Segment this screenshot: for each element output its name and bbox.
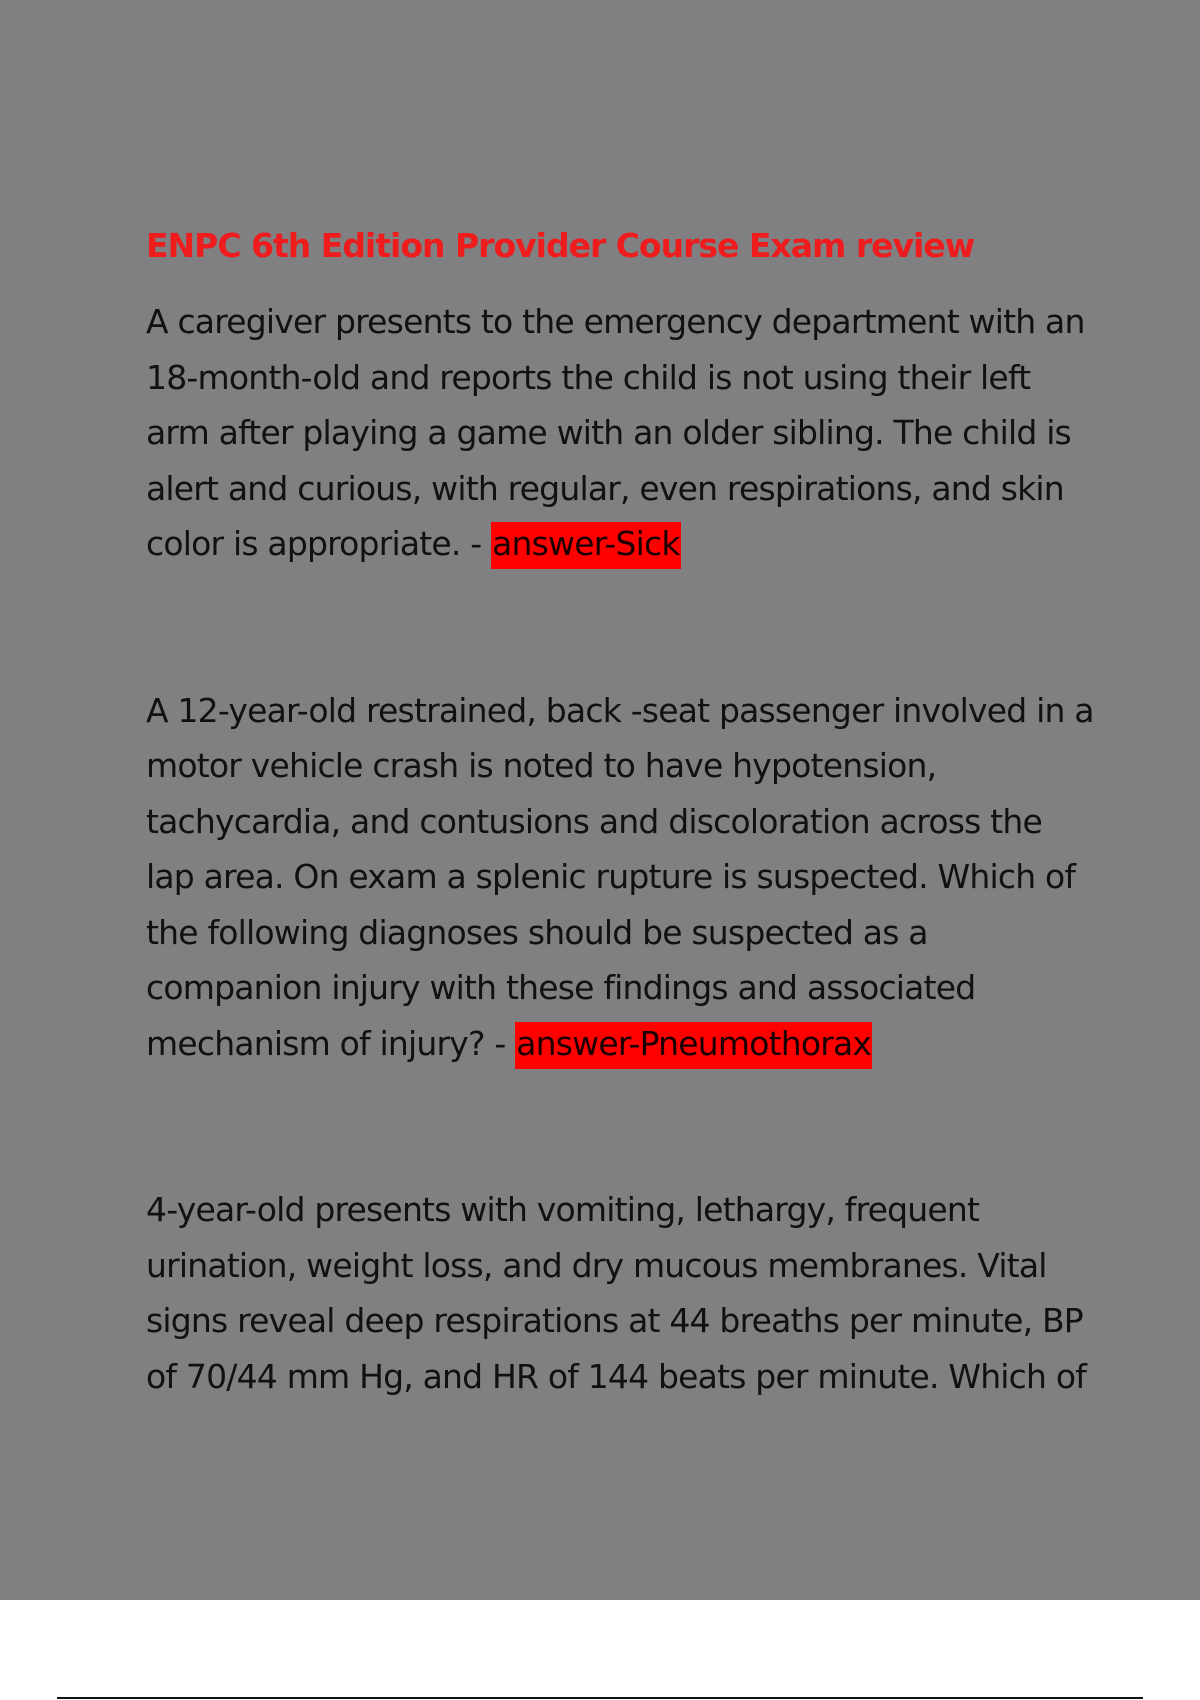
page-content: [146, 222, 1096, 1404]
bottom-divider: [57, 1697, 1143, 1699]
answer-highlight: answer-Sick: [491, 522, 681, 569]
question-item: [146, 683, 1096, 1072]
answer-highlight: answer-Pneumothorax: [515, 1022, 872, 1069]
document-title: ENPC 6th Edition Provider Course Exam review: [146, 226, 975, 265]
question-text: A caregiver presents to the emergency department with an 18-month-old and reports the child is not using their left arm after playing a game with an older sibling. The child is alert and curious, with regular, even respirations, and skin color is appropriate. -: [146, 302, 1085, 563]
question-item: [146, 294, 1096, 572]
question-text: 4-year-old presents with vomiting, lethargy, frequent urination, weight loss, and dry mucous membranes. Vital signs reveal deep respirations at 44 breaths per minute, BP of 70/44 mm Hg, and HR of 144 beats per minute. Which of: [146, 1190, 1087, 1396]
question-text: A 12-year-old restrained, back -seat passenger involved in a motor vehicle crash is noted to have hypotension, tachycardia, and contusions and discoloration across the lap area. On exam a splenic rupture is suspected. Which of the following diagnoses should be suspected as a companion injury with these findings and associated mechanism of injury? -: [146, 690, 1094, 1063]
question-item: [146, 1182, 1096, 1404]
